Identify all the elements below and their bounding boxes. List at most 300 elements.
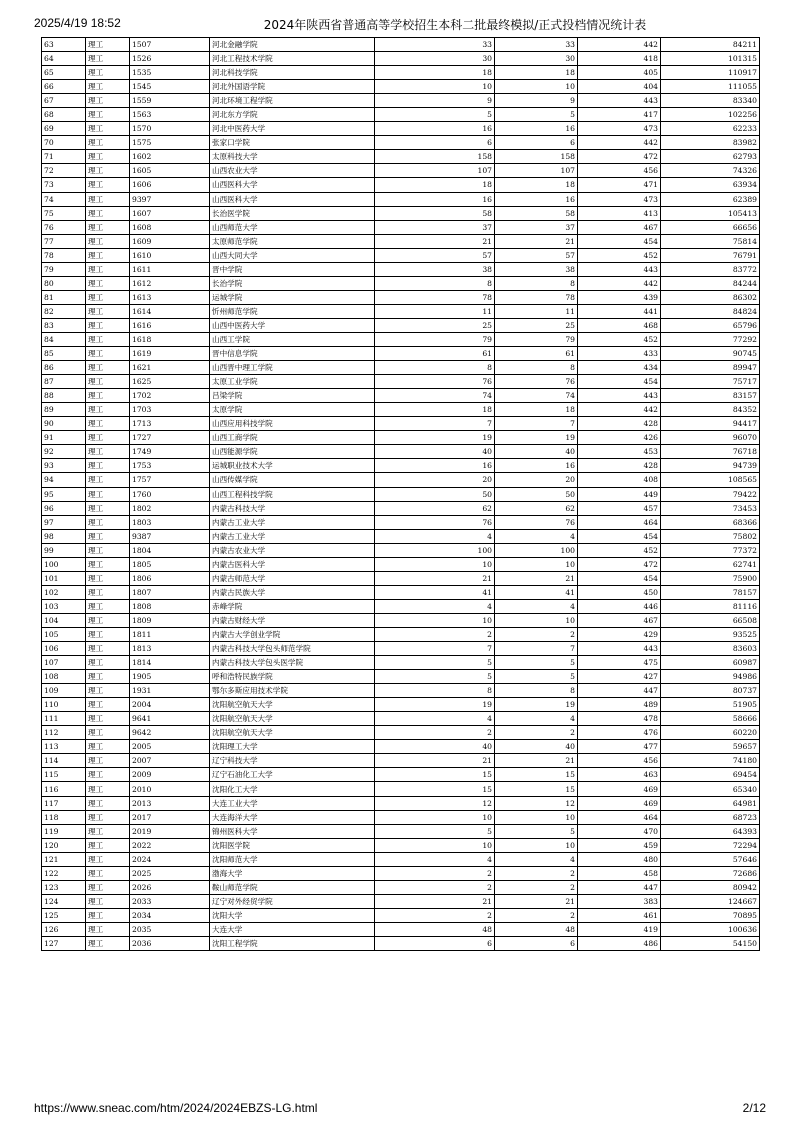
admitted-count-cell: 5: [495, 656, 578, 670]
admitted-count-cell: 16: [495, 192, 578, 206]
school-name-cell: 沈阳工程学院: [210, 937, 375, 951]
category-cell: 理工: [86, 473, 130, 487]
min-score-cell: 443: [578, 389, 661, 403]
plan-count-cell: 5: [375, 656, 495, 670]
admitted-count-cell: 10: [495, 80, 578, 94]
school-name-cell: 河北外国语学院: [210, 80, 375, 94]
school-code-cell: 1535: [130, 66, 210, 80]
admitted-count-cell: 20: [495, 473, 578, 487]
row-index-cell: 120: [42, 838, 86, 852]
min-rank-cell: 76718: [661, 445, 760, 459]
plan-count-cell: 33: [375, 38, 495, 52]
school-name-cell: 晋中学院: [210, 262, 375, 276]
school-code-cell: 2007: [130, 754, 210, 768]
min-score-cell: 449: [578, 487, 661, 501]
school-code-cell: 1614: [130, 304, 210, 318]
admitted-count-cell: 50: [495, 487, 578, 501]
row-index-cell: 106: [42, 642, 86, 656]
admitted-count-cell: 16: [495, 122, 578, 136]
plan-count-cell: 5: [375, 108, 495, 122]
row-index-cell: 84: [42, 332, 86, 346]
school-code-cell: 1611: [130, 262, 210, 276]
min-score-cell: 428: [578, 459, 661, 473]
admitted-count-cell: 8: [495, 276, 578, 290]
school-code-cell: 9397: [130, 192, 210, 206]
table-row: [42, 670, 760, 684]
category-cell: 理工: [86, 136, 130, 150]
admitted-count-cell: 2: [495, 880, 578, 894]
min-rank-cell: 105413: [661, 206, 760, 220]
min-rank-cell: 94739: [661, 459, 760, 473]
school-code-cell: 1727: [130, 431, 210, 445]
min-rank-cell: 74180: [661, 754, 760, 768]
table-row: [42, 206, 760, 220]
min-score-cell: 454: [578, 234, 661, 248]
plan-count-cell: 4: [375, 529, 495, 543]
table-row: [42, 529, 760, 543]
min-score-cell: 467: [578, 220, 661, 234]
min-score-cell: 404: [578, 80, 661, 94]
plan-count-cell: 5: [375, 670, 495, 684]
table-row: [42, 726, 760, 740]
plan-count-cell: 21: [375, 234, 495, 248]
plan-count-cell: 19: [375, 698, 495, 712]
admitted-count-cell: 5: [495, 108, 578, 122]
school-code-cell: 2009: [130, 768, 210, 782]
admitted-count-cell: 61: [495, 347, 578, 361]
plan-count-cell: 11: [375, 304, 495, 318]
min-rank-cell: 59657: [661, 740, 760, 754]
min-score-cell: 463: [578, 768, 661, 782]
school-name-cell: 河北工程技术学院: [210, 52, 375, 66]
category-cell: 理工: [86, 164, 130, 178]
category-cell: 理工: [86, 908, 130, 922]
min-score-cell: 457: [578, 501, 661, 515]
admitted-count-cell: 40: [495, 740, 578, 754]
admitted-count-cell: 6: [495, 136, 578, 150]
admitted-count-cell: 107: [495, 164, 578, 178]
school-code-cell: 2013: [130, 796, 210, 810]
table-row: [42, 192, 760, 206]
category-cell: 理工: [86, 796, 130, 810]
school-code-cell: 2005: [130, 740, 210, 754]
row-index-cell: 113: [42, 740, 86, 754]
school-name-cell: 河北东方学院: [210, 108, 375, 122]
plan-count-cell: 7: [375, 642, 495, 656]
row-index-cell: 91: [42, 431, 86, 445]
plan-count-cell: 16: [375, 122, 495, 136]
plan-count-cell: 4: [375, 599, 495, 613]
school-name-cell: 内蒙古科技大学包头师范学院: [210, 642, 375, 656]
row-index-cell: 69: [42, 122, 86, 136]
min-rank-cell: 79422: [661, 487, 760, 501]
plan-count-cell: 7: [375, 417, 495, 431]
school-code-cell: 2034: [130, 908, 210, 922]
school-name-cell: 辽宁对外经贸学院: [210, 894, 375, 908]
admitted-count-cell: 16: [495, 459, 578, 473]
row-index-cell: 79: [42, 262, 86, 276]
table-body: [42, 38, 760, 951]
min-rank-cell: 77292: [661, 332, 760, 346]
table-row: [42, 922, 760, 936]
admitted-count-cell: 10: [495, 838, 578, 852]
plan-count-cell: 79: [375, 332, 495, 346]
school-code-cell: 2036: [130, 937, 210, 951]
school-code-cell: 1757: [130, 473, 210, 487]
min-score-cell: 472: [578, 557, 661, 571]
admitted-count-cell: 62: [495, 501, 578, 515]
min-score-cell: 447: [578, 684, 661, 698]
admitted-count-cell: 10: [495, 810, 578, 824]
admitted-count-cell: 21: [495, 234, 578, 248]
table-row: [42, 389, 760, 403]
school-code-cell: 1625: [130, 375, 210, 389]
school-code-cell: 1703: [130, 403, 210, 417]
category-cell: 理工: [86, 361, 130, 375]
table-row: [42, 417, 760, 431]
min-rank-cell: 58666: [661, 712, 760, 726]
category-cell: 理工: [86, 543, 130, 557]
row-index-cell: 100: [42, 557, 86, 571]
school-name-cell: 吕梁学院: [210, 389, 375, 403]
row-index-cell: 78: [42, 248, 86, 262]
admitted-count-cell: 11: [495, 304, 578, 318]
category-cell: 理工: [86, 613, 130, 627]
admitted-count-cell: 18: [495, 403, 578, 417]
table-row: [42, 571, 760, 585]
min-score-cell: 443: [578, 94, 661, 108]
school-code-cell: 1753: [130, 459, 210, 473]
category-cell: 理工: [86, 276, 130, 290]
school-name-cell: 沈阳师范大学: [210, 852, 375, 866]
admitted-count-cell: 21: [495, 894, 578, 908]
min-rank-cell: 62741: [661, 557, 760, 571]
table-row: [42, 276, 760, 290]
school-name-cell: 河北科技学院: [210, 66, 375, 80]
school-name-cell: 山西工学院: [210, 332, 375, 346]
school-name-cell: 沈阳航空航天大学: [210, 712, 375, 726]
plan-count-cell: 6: [375, 136, 495, 150]
row-index-cell: 92: [42, 445, 86, 459]
min-rank-cell: 70895: [661, 908, 760, 922]
admitted-count-cell: 25: [495, 318, 578, 332]
category-cell: 理工: [86, 234, 130, 248]
category-cell: 理工: [86, 220, 130, 234]
admitted-count-cell: 6: [495, 937, 578, 951]
plan-count-cell: 15: [375, 768, 495, 782]
plan-count-cell: 8: [375, 361, 495, 375]
table-row: [42, 824, 760, 838]
school-code-cell: 1702: [130, 389, 210, 403]
min-rank-cell: 63934: [661, 178, 760, 192]
admitted-count-cell: 38: [495, 262, 578, 276]
row-index-cell: 71: [42, 150, 86, 164]
min-rank-cell: 74326: [661, 164, 760, 178]
table-row: [42, 290, 760, 304]
plan-count-cell: 5: [375, 824, 495, 838]
plan-count-cell: 10: [375, 810, 495, 824]
school-code-cell: 1905: [130, 670, 210, 684]
table-row: [42, 937, 760, 951]
plan-count-cell: 6: [375, 937, 495, 951]
plan-count-cell: 10: [375, 838, 495, 852]
category-cell: 理工: [86, 445, 130, 459]
row-index-cell: 101: [42, 571, 86, 585]
category-cell: 理工: [86, 459, 130, 473]
admitted-count-cell: 18: [495, 178, 578, 192]
category-cell: 理工: [86, 515, 130, 529]
plan-count-cell: 15: [375, 782, 495, 796]
table-row: [42, 375, 760, 389]
admitted-count-cell: 7: [495, 642, 578, 656]
table-row: [42, 740, 760, 754]
min-score-cell: 461: [578, 908, 661, 922]
admitted-count-cell: 10: [495, 557, 578, 571]
plan-count-cell: 2: [375, 908, 495, 922]
school-code-cell: 2026: [130, 880, 210, 894]
plan-count-cell: 57: [375, 248, 495, 262]
school-name-cell: 鞍山师范学院: [210, 880, 375, 894]
min-score-cell: 476: [578, 726, 661, 740]
row-index-cell: 122: [42, 866, 86, 880]
min-rank-cell: 68723: [661, 810, 760, 824]
category-cell: 理工: [86, 852, 130, 866]
row-index-cell: 125: [42, 908, 86, 922]
min-rank-cell: 66508: [661, 613, 760, 627]
min-rank-cell: 72686: [661, 866, 760, 880]
min-rank-cell: 84211: [661, 38, 760, 52]
school-name-cell: 渤海大学: [210, 866, 375, 880]
plan-count-cell: 61: [375, 347, 495, 361]
min-rank-cell: 65796: [661, 318, 760, 332]
row-index-cell: 88: [42, 389, 86, 403]
school-code-cell: 1806: [130, 571, 210, 585]
min-rank-cell: 51905: [661, 698, 760, 712]
page-number: 2/12: [742, 1101, 766, 1115]
category-cell: 理工: [86, 318, 130, 332]
min-score-cell: 477: [578, 740, 661, 754]
row-index-cell: 115: [42, 768, 86, 782]
admitted-count-cell: 8: [495, 684, 578, 698]
min-rank-cell: 108565: [661, 473, 760, 487]
school-name-cell: 长治医学院: [210, 206, 375, 220]
table-row: [42, 613, 760, 627]
admitted-count-cell: 10: [495, 613, 578, 627]
school-name-cell: 山西应用科技学院: [210, 417, 375, 431]
min-rank-cell: 100636: [661, 922, 760, 936]
min-rank-cell: 66656: [661, 220, 760, 234]
row-index-cell: 66: [42, 80, 86, 94]
school-name-cell: 内蒙古工业大学: [210, 515, 375, 529]
school-code-cell: 1804: [130, 543, 210, 557]
min-rank-cell: 111055: [661, 80, 760, 94]
table-row: [42, 52, 760, 66]
plan-count-cell: 8: [375, 276, 495, 290]
admitted-count-cell: 76: [495, 515, 578, 529]
min-rank-cell: 94417: [661, 417, 760, 431]
category-cell: 理工: [86, 192, 130, 206]
table-row: [42, 852, 760, 866]
admitted-count-cell: 58: [495, 206, 578, 220]
school-name-cell: 沈阳航空航天大学: [210, 698, 375, 712]
min-score-cell: 433: [578, 347, 661, 361]
admitted-count-cell: 19: [495, 698, 578, 712]
school-code-cell: 1563: [130, 108, 210, 122]
category-cell: 理工: [86, 557, 130, 571]
school-name-cell: 山西晋中理工学院: [210, 361, 375, 375]
school-name-cell: 赤峰学院: [210, 599, 375, 613]
school-name-cell: 运城学院: [210, 290, 375, 304]
admitted-count-cell: 12: [495, 796, 578, 810]
min-score-cell: 427: [578, 670, 661, 684]
school-code-cell: 1526: [130, 52, 210, 66]
plan-count-cell: 19: [375, 431, 495, 445]
school-code-cell: 1813: [130, 642, 210, 656]
admitted-count-cell: 100: [495, 543, 578, 557]
table-row: [42, 445, 760, 459]
table-row: [42, 80, 760, 94]
school-code-cell: 1808: [130, 599, 210, 613]
page-title: 2024年陕西省普通高等学校招生本科二批最终模拟/正式投档情况统计表: [263, 18, 647, 32]
row-index-cell: 68: [42, 108, 86, 122]
table-row: [42, 908, 760, 922]
school-code-cell: 1713: [130, 417, 210, 431]
min-rank-cell: 62793: [661, 150, 760, 164]
admitted-count-cell: 37: [495, 220, 578, 234]
plan-count-cell: 16: [375, 459, 495, 473]
row-index-cell: 93: [42, 459, 86, 473]
min-rank-cell: 69454: [661, 768, 760, 782]
school-name-cell: 河北中医药大学: [210, 122, 375, 136]
min-rank-cell: 73453: [661, 501, 760, 515]
plan-count-cell: 2: [375, 880, 495, 894]
school-name-cell: 大连大学: [210, 922, 375, 936]
plan-count-cell: 41: [375, 585, 495, 599]
category-cell: 理工: [86, 698, 130, 712]
min-rank-cell: 124667: [661, 894, 760, 908]
row-index-cell: 114: [42, 754, 86, 768]
min-rank-cell: 96070: [661, 431, 760, 445]
min-rank-cell: 83157: [661, 389, 760, 403]
min-score-cell: 452: [578, 332, 661, 346]
min-score-cell: 472: [578, 150, 661, 164]
min-rank-cell: 60220: [661, 726, 760, 740]
school-name-cell: 大连工业大学: [210, 796, 375, 810]
table-row: [42, 501, 760, 515]
min-rank-cell: 64981: [661, 796, 760, 810]
plan-count-cell: 78: [375, 290, 495, 304]
min-rank-cell: 90745: [661, 347, 760, 361]
category-cell: 理工: [86, 332, 130, 346]
school-name-cell: 沈阳化工大学: [210, 782, 375, 796]
category-cell: 理工: [86, 108, 130, 122]
school-code-cell: 2017: [130, 810, 210, 824]
row-index-cell: 99: [42, 543, 86, 557]
table-row: [42, 164, 760, 178]
min-score-cell: 456: [578, 164, 661, 178]
category-cell: 理工: [86, 206, 130, 220]
row-index-cell: 77: [42, 234, 86, 248]
min-rank-cell: 75814: [661, 234, 760, 248]
school-name-cell: 内蒙古科技大学: [210, 501, 375, 515]
min-score-cell: 419: [578, 922, 661, 936]
school-code-cell: 1621: [130, 361, 210, 375]
school-name-cell: 沈阳大学: [210, 908, 375, 922]
school-code-cell: 1802: [130, 501, 210, 515]
min-score-cell: 442: [578, 276, 661, 290]
school-name-cell: 山西传媒学院: [210, 473, 375, 487]
plan-count-cell: 18: [375, 66, 495, 80]
table-row: [42, 248, 760, 262]
row-index-cell: 109: [42, 684, 86, 698]
admitted-count-cell: 15: [495, 782, 578, 796]
table-row: [42, 754, 760, 768]
min-score-cell: 478: [578, 712, 661, 726]
category-cell: 理工: [86, 389, 130, 403]
min-rank-cell: 62389: [661, 192, 760, 206]
plan-count-cell: 25: [375, 318, 495, 332]
category-cell: 理工: [86, 529, 130, 543]
school-code-cell: 1575: [130, 136, 210, 150]
min-score-cell: 428: [578, 417, 661, 431]
admitted-count-cell: 57: [495, 248, 578, 262]
table-row: [42, 796, 760, 810]
row-index-cell: 67: [42, 94, 86, 108]
row-index-cell: 107: [42, 656, 86, 670]
min-score-cell: 456: [578, 754, 661, 768]
plan-count-cell: 21: [375, 571, 495, 585]
plan-count-cell: 2: [375, 627, 495, 641]
category-cell: 理工: [86, 501, 130, 515]
table-row: [42, 557, 760, 571]
school-code-cell: 2025: [130, 866, 210, 880]
min-rank-cell: 93525: [661, 627, 760, 641]
table-row: [42, 782, 760, 796]
school-name-cell: 山西能源学院: [210, 445, 375, 459]
plan-count-cell: 10: [375, 613, 495, 627]
admitted-count-cell: 79: [495, 332, 578, 346]
school-code-cell: 1749: [130, 445, 210, 459]
admitted-count-cell: 2: [495, 627, 578, 641]
category-cell: 理工: [86, 487, 130, 501]
table-row: [42, 627, 760, 641]
school-name-cell: 沈阳医学院: [210, 838, 375, 852]
category-cell: 理工: [86, 599, 130, 613]
table-row: [42, 361, 760, 375]
school-name-cell: 山西医科大学: [210, 178, 375, 192]
school-name-cell: 运城职业技术大学: [210, 459, 375, 473]
school-name-cell: 辽宁科技大学: [210, 754, 375, 768]
admitted-count-cell: 158: [495, 150, 578, 164]
school-code-cell: 1803: [130, 515, 210, 529]
school-code-cell: 1610: [130, 248, 210, 262]
plan-count-cell: 76: [375, 515, 495, 529]
min-rank-cell: 83603: [661, 642, 760, 656]
table-row: [42, 150, 760, 164]
table-row: [42, 585, 760, 599]
min-score-cell: 452: [578, 248, 661, 262]
min-score-cell: 454: [578, 571, 661, 585]
plan-count-cell: 50: [375, 487, 495, 501]
category-cell: 理工: [86, 937, 130, 951]
row-index-cell: 102: [42, 585, 86, 599]
min-rank-cell: 86302: [661, 290, 760, 304]
min-rank-cell: 75717: [661, 375, 760, 389]
min-score-cell: 442: [578, 136, 661, 150]
category-cell: 理工: [86, 866, 130, 880]
category-cell: 理工: [86, 304, 130, 318]
category-cell: 理工: [86, 740, 130, 754]
